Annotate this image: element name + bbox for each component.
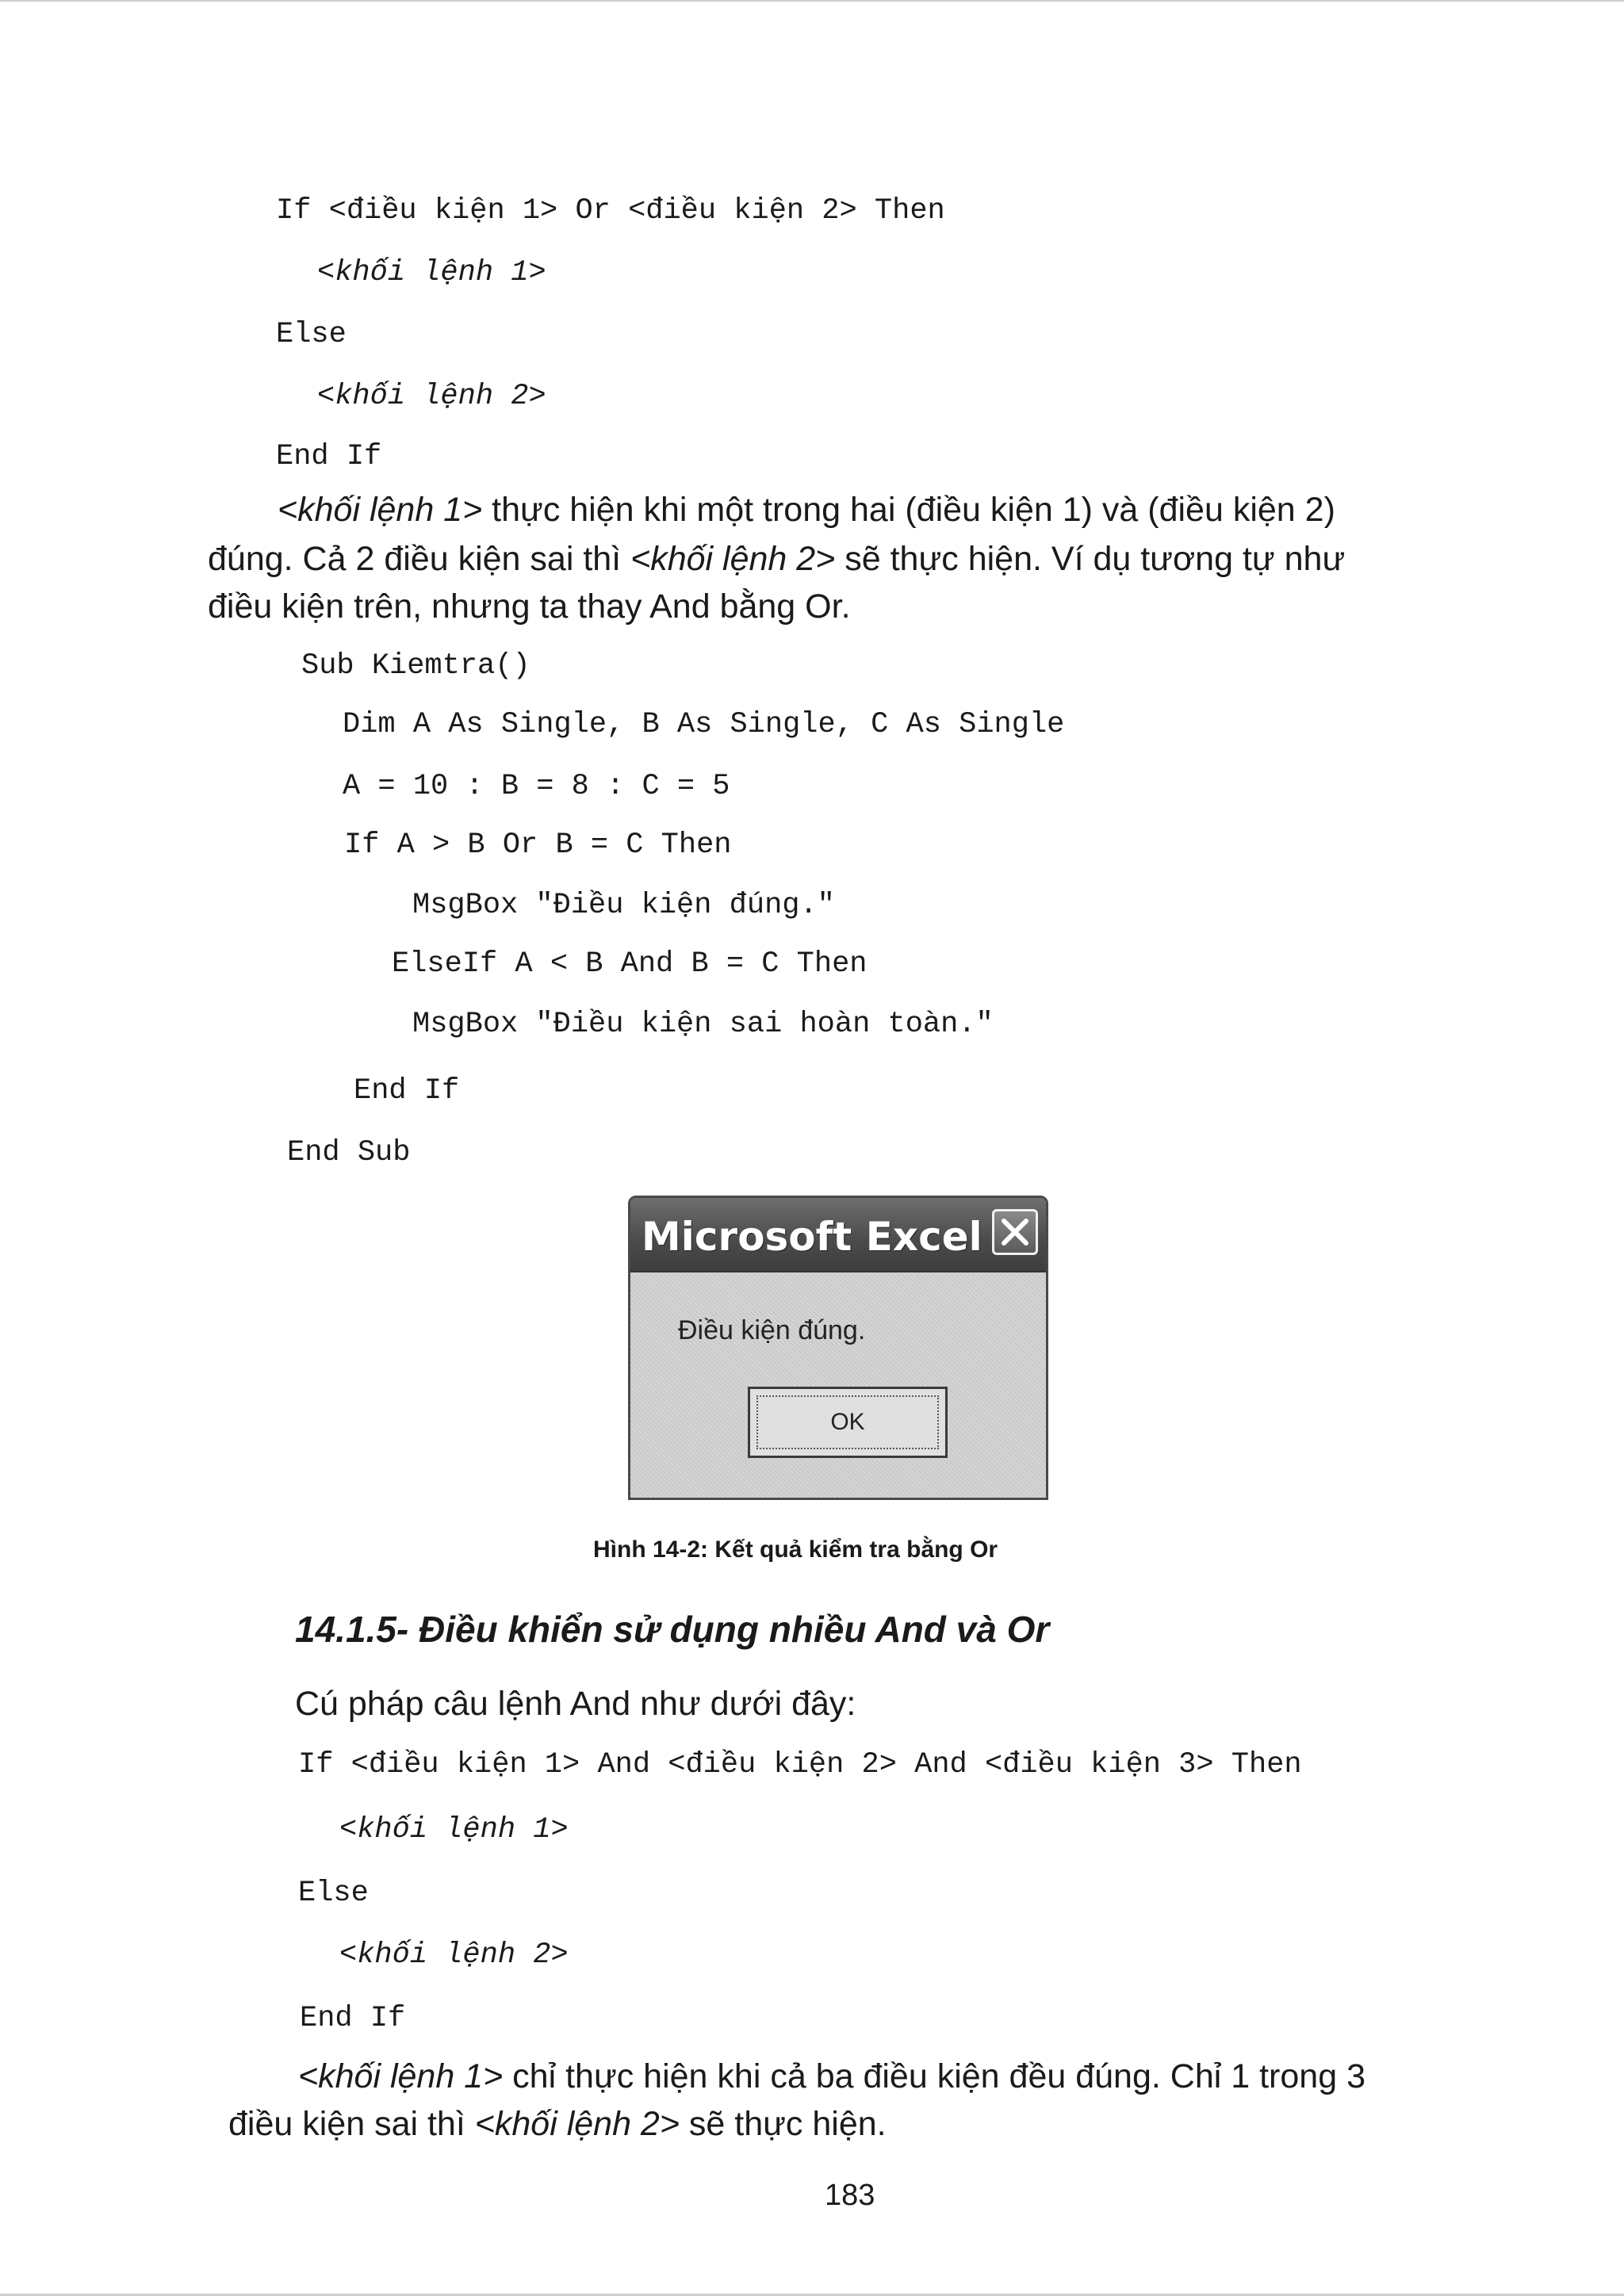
code-line: Sub Kiemtra() [301,649,530,683]
code-line: <khối lệnh 1> [339,1813,569,1846]
ok-button-label: OK [756,1395,939,1449]
ok-button[interactable] [748,1387,948,1458]
code-line: If A > B Or B = C Then [344,828,732,862]
emphasis-text: <khối lệnh 2> [630,540,836,578]
code-line: Else [276,318,347,351]
paragraph-text: sẽ thực hiện. [679,2105,887,2143]
code-line: Else [298,1877,369,1910]
code-line: Dim A As Single, B As Single, C As Single [343,708,1065,741]
code-line: End Sub [287,1136,411,1169]
paragraph-line: điều kiện trên, nhưng ta thay And bằng Or. [208,587,851,626]
msgbox-dialog [628,1196,1048,1500]
paragraph-line [298,2052,1365,2101]
code-line: End If [300,2002,406,2035]
emphasis-text: <khối lệnh 1> [278,491,483,529]
page-number: 183 [825,2179,875,2212]
paragraph-text: đúng. Cả 2 điều kiện sai thì [208,540,631,578]
emphasis-text: <khối lệnh 2> [474,2105,680,2143]
code-line: If <điều kiện 1> Or <điều kiện 2> Then [276,194,945,228]
paragraph-text: chỉ thực hiện khi cả ba điều kiện đều đúng. Chỉ 1 trong 3 [503,2057,1365,2095]
dialog-title-bar [630,1198,1046,1272]
code-line: <khối lệnh 1> [317,256,546,289]
code-line: End If [354,1074,460,1108]
paragraph-line [208,534,1345,584]
code-line: MsgBox "Điều kiện đúng." [412,889,835,922]
paragraph-text: điều kiện sai thì [228,2105,475,2143]
close-button[interactable] [992,1209,1038,1255]
paragraph-line [228,2099,887,2149]
code-line: <khối lệnh 2> [339,1938,569,1972]
code-line: ElseIf A < B And B = C Then [392,947,868,981]
code-line: If <điều kiện 1> And <điều kiện 2> And <điều kiện 3> Then [298,1748,1302,1781]
paragraph-text: thực hiện khi một trong hai (điều kiện 1) và (điều kiện 2) [482,491,1335,529]
section-heading: 14.1.5- Điều khiển sử dụng nhiều And và Or [295,1609,1050,1650]
code-line: MsgBox "Điều kiện sai hoàn toàn." [412,1008,994,1041]
paragraph-line [278,485,1335,534]
syntax-intro: Cú pháp câu lệnh And như dưới đây: [295,1685,856,1723]
code-line: A = 10 : B = 8 : C = 5 [343,770,730,803]
code-line: End If [276,440,382,473]
code-line: <khối lệnh 2> [317,380,546,413]
dialog-title: Microsoft Excel [642,1214,982,1260]
paragraph-text: sẽ thực hiện. Ví dụ tương tự như [835,540,1346,578]
emphasis-text: <khối lệnh 1> [298,2057,504,2095]
page-top-edge [0,0,1624,2]
close-x-icon [999,1216,1031,1248]
figure-caption: Hình 14-2: Kết quả kiểm tra bằng Or [593,1536,998,1563]
dialog-message: Điều kiện đúng. [678,1315,866,1345]
